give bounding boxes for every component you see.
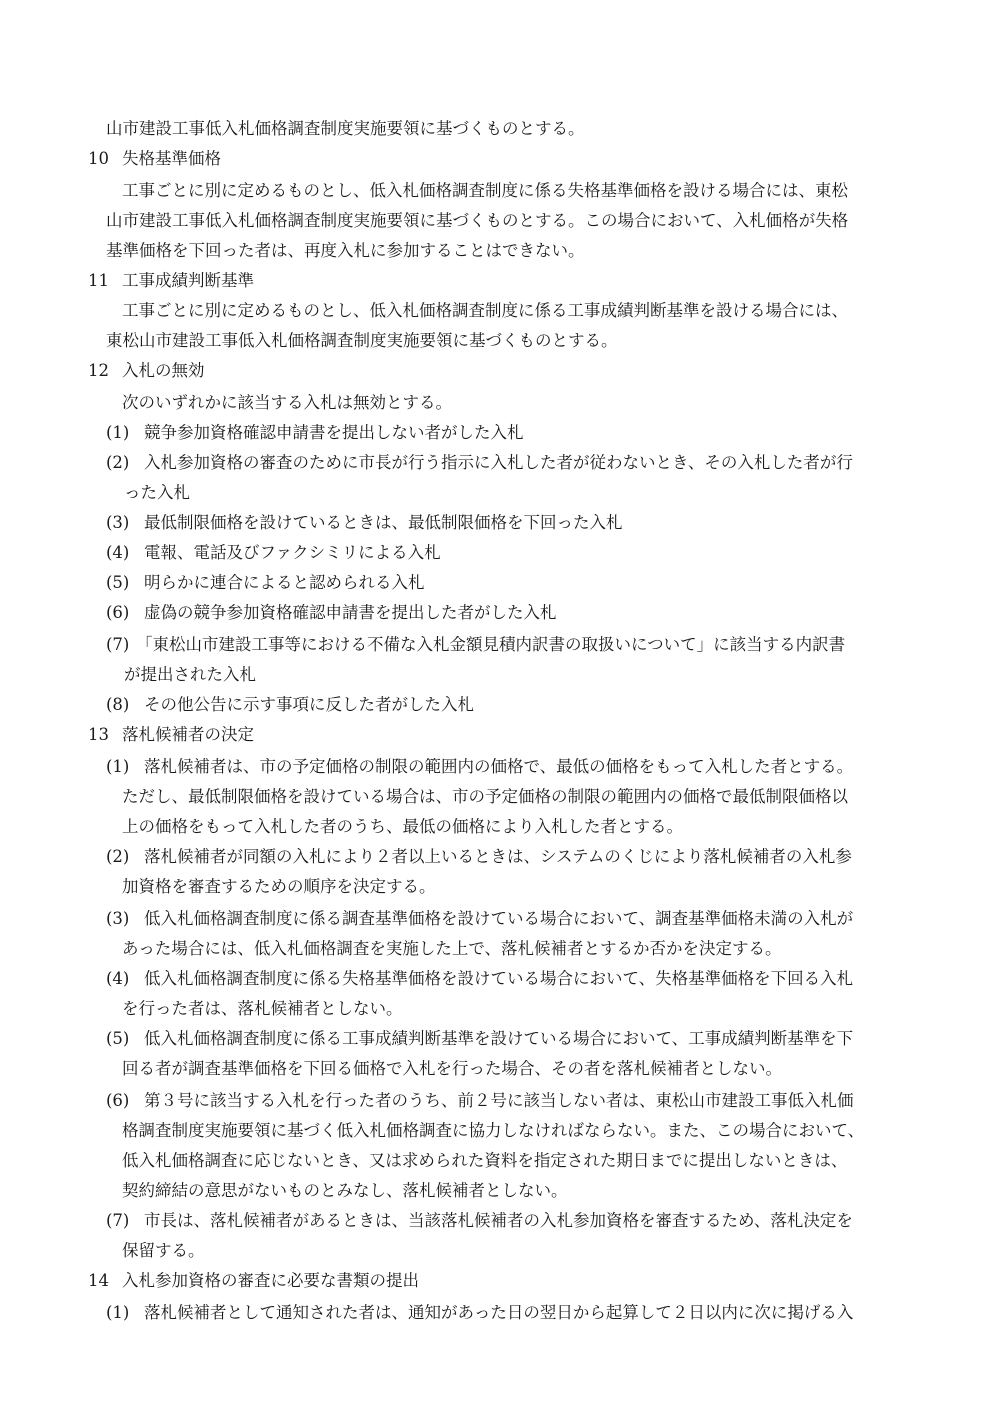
item-number: (5) <box>106 573 130 592</box>
item-text: 低入札価格調査制度に係る失格基準価格を設けている場合において、失格基準価格を下回る入札 <box>144 969 854 988</box>
line-text: が提出された入札 <box>124 665 256 684</box>
line-text: った入札 <box>124 483 190 502</box>
item-text: 低入札価格調査制度に係る工事成績判断基準を設けている場合において、工事成績判断基準を下 <box>144 1029 854 1048</box>
item-text: その他公告に示す事項に反した者がした入札 <box>144 695 474 714</box>
line-text: 次のいずれかに該当する入札は無効とする。 <box>122 393 452 412</box>
line-text: 契約締結の意思がないものとみなし、落札候補者としない。 <box>122 1181 568 1200</box>
section-title: 入札の無効 <box>122 361 205 380</box>
section-number: 14 <box>88 1271 109 1290</box>
item-number: (8) <box>106 695 130 714</box>
line-text: 山市建設工事低入札価格調査制度実施要領に基づくものとする。 <box>106 119 585 138</box>
item-number: (7) <box>106 1211 130 1230</box>
section-number: 10 <box>88 149 109 168</box>
item-number: (1) <box>106 423 130 442</box>
item-text: 電報、電話及びファクシミリによる入札 <box>144 543 441 562</box>
item-text: 落札候補者は、市の予定価格の制限の範囲内の価格で、最低の価格をもって入札した者とする。 <box>144 757 854 776</box>
line-text: を行った者は、落札候補者としない。 <box>122 999 403 1018</box>
section-number: 13 <box>88 725 109 744</box>
item-number: (6) <box>106 603 130 622</box>
line-text: 格調査制度実施要領に基づく低入札価格調査に協力しなければならない。また、この場合において、 <box>122 1121 865 1140</box>
section-title: 失格基準価格 <box>122 149 221 168</box>
item-text: 「東松山市建設工事等における不備な入札金額見積内訳書の取扱いについて」に該当する内訳書 <box>136 635 846 654</box>
line-text: あった場合には、低入札価格調査を実施した上で、落札候補者とするか否かを決定する。 <box>122 939 782 958</box>
item-text: 虚偽の競争参加資格確認申請書を提出した者がした入札 <box>144 603 557 622</box>
line-text: ただし、最低制限価格を設けている場合は、市の予定価格の制限の範囲内の価格で最低制限価格以 <box>122 787 848 806</box>
item-number: (5) <box>106 1029 130 1048</box>
item-number: (4) <box>106 969 130 988</box>
item-number: (6) <box>106 1091 130 1110</box>
section-title: 工事成績判断基準 <box>122 271 254 290</box>
item-number: (3) <box>106 909 130 928</box>
section-number: 12 <box>88 361 109 380</box>
line-text: 東松山市建設工事低入札価格調査制度実施要領に基づくものとする。 <box>106 331 618 350</box>
item-number: (7) <box>106 635 130 654</box>
line-text: 工事ごとに別に定めるものとし、低入札価格調査制度に係る工事成績判断基準を設ける場合には、 <box>122 301 848 320</box>
item-number: (2) <box>106 453 130 472</box>
item-number: (1) <box>106 757 130 776</box>
line-text: 基準価格を下回った者は、再度入札に参加することはできない。 <box>106 241 585 260</box>
line-text: 低入札価格調査に応じないとき、又は求められた資料を指定された期日までに提出しないときは、 <box>122 1151 848 1170</box>
line-text: 回る者が調査基準価格を下回る価格で入札を行った場合、その者を落札候補者としない。 <box>122 1059 782 1078</box>
line-text: 加資格を審査するための順序を決定する。 <box>122 877 436 896</box>
item-text: 最低制限価格を設けているときは、最低制限価格を下回った入札 <box>144 513 623 532</box>
item-text: 低入札価格調査制度に係る調査基準価格を設けている場合において、調査基準価格未満の入札が <box>144 909 854 928</box>
item-number: (3) <box>106 513 130 532</box>
line-text: 保留する。 <box>122 1241 205 1260</box>
line-text: 山市建設工事低入札価格調査制度実施要領に基づくものとする。この場合において、入札価格が失格 <box>106 211 849 230</box>
item-text: 市長は、落札候補者があるときは、当該落札候補者の入札参加資格を審査するため、落札決定を <box>144 1211 853 1230</box>
line-text: 工事ごとに別に定めるものとし、低入札価格調査制度に係る失格基準価格を設ける場合には、東松 <box>122 181 848 200</box>
item-text: 落札候補者が同額の入札により２者以上いるときは、システムのくじにより落札候補者の入札参 <box>144 847 852 866</box>
section-title: 落札候補者の決定 <box>122 725 254 744</box>
item-text: 落札候補者として通知された者は、通知があった日の翌日から起算して２日以内に次に掲げる入 <box>144 1303 854 1322</box>
section-title: 入札参加資格の審査に必要な書類の提出 <box>122 1271 419 1290</box>
item-text: 入札参加資格の審査のために市長が行う指示に入札した者が従わないとき、その入札した者が行 <box>144 453 853 472</box>
item-number: (1) <box>106 1303 130 1322</box>
item-text: 競争参加資格確認申請書を提出しない者がした入札 <box>144 423 524 442</box>
section-number: 11 <box>88 271 109 290</box>
item-number: (2) <box>106 847 130 866</box>
item-text: 第３号に該当する入札を行った者のうち、前２号に該当しない者は、東松山市建設工事低入札価 <box>144 1091 854 1110</box>
line-text: 上の価格をもって入札した者のうち、最低の価格により入札した者とする。 <box>122 817 683 836</box>
item-number: (4) <box>106 543 130 562</box>
item-text: 明らかに連合によると認められる入札 <box>144 573 425 592</box>
